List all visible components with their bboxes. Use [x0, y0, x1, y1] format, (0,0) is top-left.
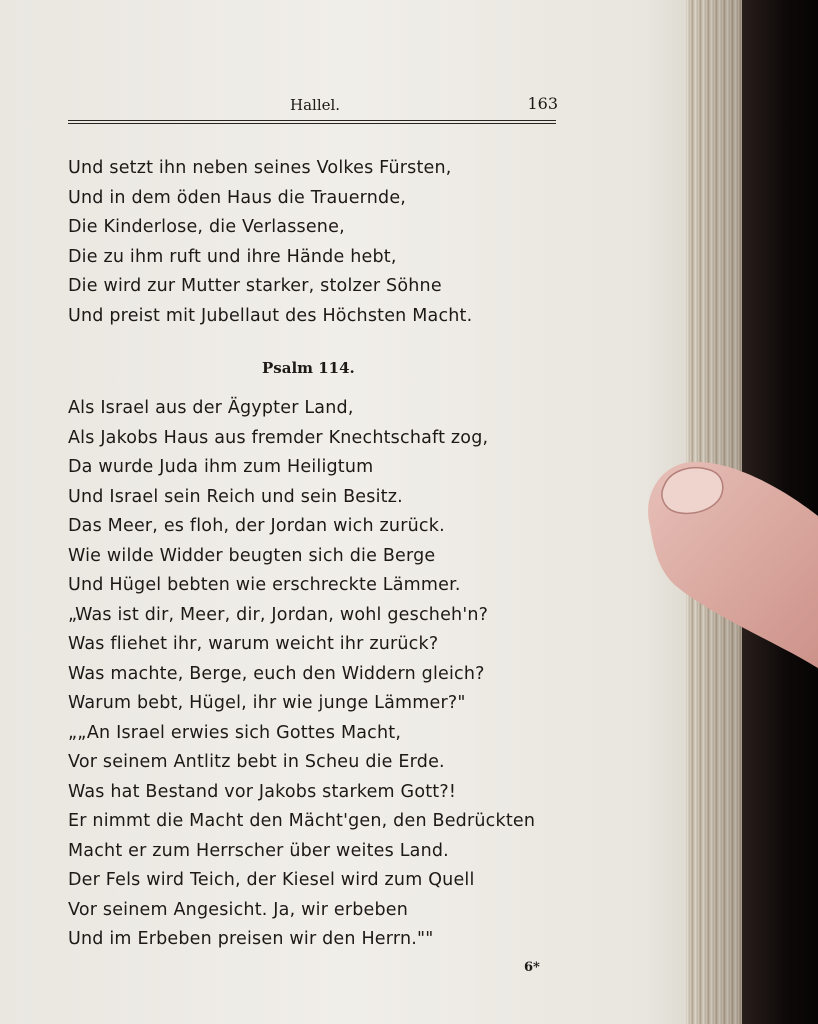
- verse-line: Und Israel sein Reich und sein Besitz.: [68, 486, 403, 507]
- verse-line: Und in dem öden Haus die Trauernde,: [68, 187, 407, 208]
- verse-line: Was hat Bestand vor Jakobs starkem Gott?!: [68, 781, 457, 802]
- verse-line: Die zu ihm ruft und ihre Hände hebt,: [68, 246, 397, 267]
- verse-line: Vor seinem Angesicht. Ja, wir erbeben: [68, 899, 409, 920]
- verse-line: Als Israel aus der Ägypter Land,: [68, 398, 354, 418]
- page-number: 163: [527, 94, 558, 113]
- verse-line: Und Hügel bebten wie erschreckte Lämmer.: [68, 575, 461, 595]
- verse-line: Und setzt ihn neben seines Volkes Fürsten,: [68, 158, 452, 178]
- verse-line: Der Fels wird Teich, der Kiesel wird zum Quell: [68, 870, 475, 890]
- verse-line: Da wurde Juda ihm zum Heiligtum: [68, 457, 374, 477]
- verse-line: „„An Israel erwies sich Gottes Macht,: [68, 722, 402, 743]
- verse-line: Was machte, Berge, euch den Widdern gleich?: [68, 663, 485, 684]
- header-rule-top: [68, 120, 556, 121]
- verse-line: Die wird zur Mutter starker, stolzer Söhne: [68, 276, 442, 296]
- verse-block-continuation: [68, 154, 472, 331]
- verse-line: „Was ist dir, Meer, dir, Jordan, wohl gescheh'n?: [68, 604, 489, 625]
- verse-line: Macht er zum Herrscher über weites Land.: [68, 840, 449, 861]
- running-head: Hallel.: [290, 96, 341, 114]
- verse-block-psalm: [68, 394, 535, 955]
- verse-line: Wie wilde Widder beugten sich die Berge: [68, 545, 436, 566]
- verse-line: Vor seinem Antlitz bebt in Scheu die Erde.: [68, 752, 445, 772]
- verse-line: Das Meer, es floh, der Jordan wich zurück.: [68, 516, 445, 536]
- verse-line: Und preist mit Jubellaut des Höchsten Macht.: [68, 305, 473, 326]
- verse-line: Und im Erbeben preisen wir den Herrn."": [68, 929, 434, 949]
- verse-line: Er nimmt die Macht den Mächt'gen, den Bedrückten: [68, 811, 536, 831]
- finger: [640, 456, 818, 692]
- verse-line: Was fliehet ihr, warum weicht ihr zurück?: [68, 634, 439, 654]
- verse-line: Die Kinderlose, die Verlassene,: [68, 217, 345, 237]
- verse-line: Warum bebt, Hügel, ihr wie junge Lämmer?": [68, 693, 466, 713]
- verse-line: Als Jakobs Haus aus fremder Knechtschaft zog,: [68, 427, 489, 448]
- psalm-heading: Psalm 114.: [262, 359, 355, 377]
- signature-mark: 6*: [524, 960, 540, 975]
- header-rule-bottom: [68, 123, 556, 124]
- page-header: [68, 92, 558, 122]
